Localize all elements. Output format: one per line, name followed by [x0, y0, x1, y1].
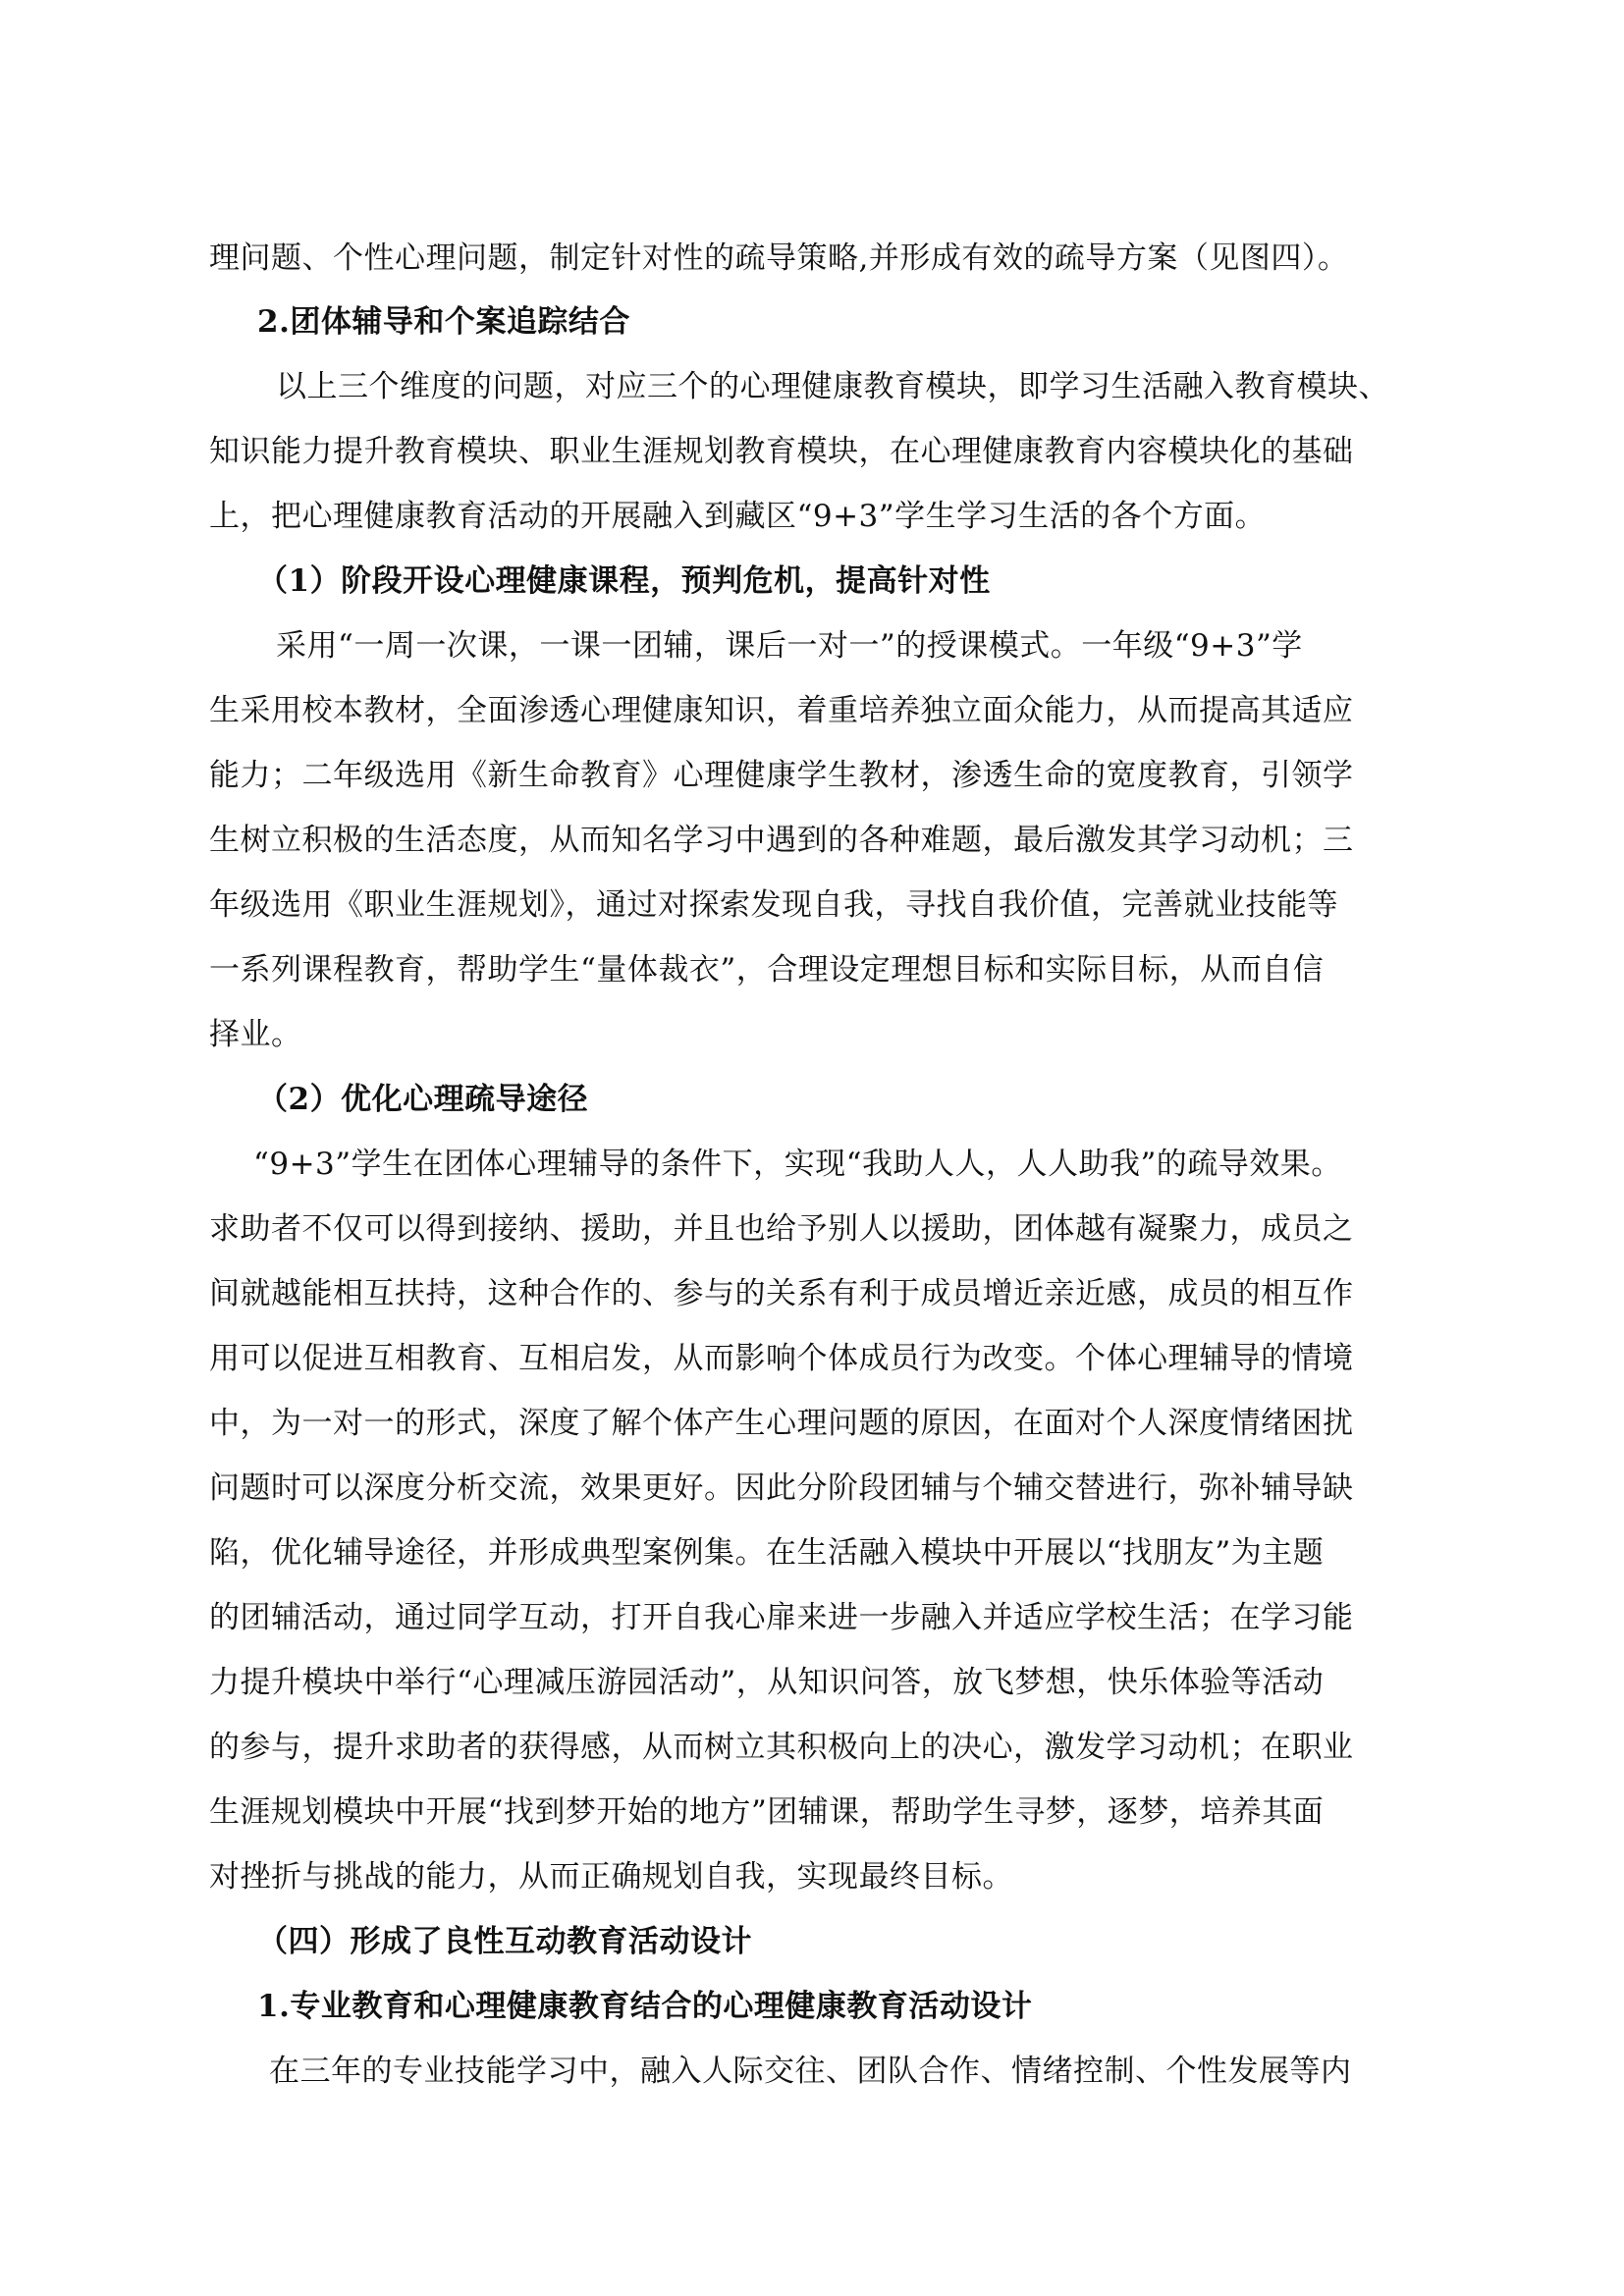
subsection-heading: （2）优化心理疏导途径 — [257, 1082, 589, 1117]
body-text-line: 生采用校本教材，全面渗透心理健康知识，着重培养独立面众能力，从而提高其适应 — [209, 693, 1354, 728]
body-text-line: 在三年的专业技能学习中，融入人际交往、团队合作、情绪控制、个性发展等内 — [269, 2054, 1352, 2089]
body-text-line: 理问题、个性心理问题，制定针对性的疏导策略,并形成有效的疏导方案（见图四）。 — [209, 240, 1349, 276]
subsection-heading: （1）阶段开设心理健康课程，预判危机，提高针对性 — [257, 563, 991, 599]
body-text-line: “9+3”学生在团体心理辅导的条件下，实现“我助人人，人人助我”的疏导效果。 — [253, 1147, 1342, 1182]
body-text-line: 年级选用《职业生涯规划》，通过对探索发现自我，寻找自我价值，完善就业技能等 — [209, 887, 1338, 923]
body-text-line: 力提升模块中举行“心理减压游园活动”，从知识问答，放飞梦想，快乐体验等活动 — [209, 1665, 1325, 1700]
body-text-line: 间就越能相互扶持，这种合作的、参与的关系有利于成员增近亲近感，成员的相互作 — [209, 1276, 1354, 1311]
section-heading: 1.专业教育和心理健康教育结合的心理健康教育活动设计 — [257, 1989, 1033, 2024]
body-text-line: 问题时可以深度分析交流，效果更好。因此分阶段团辅与个辅交替进行，弥补辅导缺 — [209, 1470, 1354, 1506]
body-text-line: 陷，优化辅导途径，并形成典型案例集。在生活融入模块中开展以“找朋友”为主题 — [209, 1535, 1325, 1571]
body-text-line: 生树立积极的生活态度，从而知名学习中遇到的各种难题，最后激发其学习动机；三 — [209, 823, 1354, 858]
body-text-line: 知识能力提升教育模块、职业生涯规划教育模块，在心理健康教育内容模块化的基础 — [209, 434, 1354, 469]
section-heading: 2.团体辅导和个案追踪结合 — [257, 304, 630, 340]
body-text-line: 能力；二年级选用《新生命教育》心理健康学生教材，渗透生命的宽度教育，引领学 — [209, 758, 1354, 793]
body-text-line: 的团辅活动，通过同学互动，打开自我心扉来进一步融入并适应学校生活；在学习能 — [209, 1600, 1354, 1635]
body-text-line: 中，为一对一的形式，深度了解个体产生心理问题的原因，在面对个人深度情绪困扰 — [209, 1406, 1354, 1441]
body-text-line: 对挫折与挑战的能力，从而正确规划自我，实现最终目标。 — [209, 1859, 1013, 1895]
body-text-line: 以上三个维度的问题，对应三个的心理健康教育模块，即学习生活融入教育模块、 — [276, 369, 1389, 404]
body-text-line: 择业。 — [209, 1017, 302, 1052]
body-text-line: 上，把心理健康教育活动的开展融入到藏区“9+3”学生学习生活的各个方面。 — [209, 499, 1267, 534]
body-text-line: 求助者不仅可以得到接纳、援助，并且也给予别人以援助，团体越有凝聚力，成员之 — [209, 1211, 1354, 1247]
body-text-line: 用可以促进互相教育、互相启发，从而影响个体成员行为改变。个体心理辅导的情境 — [209, 1341, 1354, 1376]
body-text-line: 生涯规划模块中开展“找到梦开始的地方”团辅课，帮助学生寻梦，逐梦，培养其面 — [209, 1794, 1325, 1830]
section-heading: （四）形成了良性互动教育活动设计 — [257, 1924, 752, 1959]
body-text-line: 一系列课程教育，帮助学生“量体裁衣”，合理设定理想目标和实际目标，从而自信 — [209, 952, 1325, 988]
body-text-line: 采用“一周一次课，一课一团辅，课后一对一”的授课模式。一年级“9+3”学 — [276, 628, 1303, 664]
body-text-line: 的参与，提升求助者的获得感，从而树立其积极向上的决心，激发学习动机；在职业 — [209, 1730, 1354, 1765]
